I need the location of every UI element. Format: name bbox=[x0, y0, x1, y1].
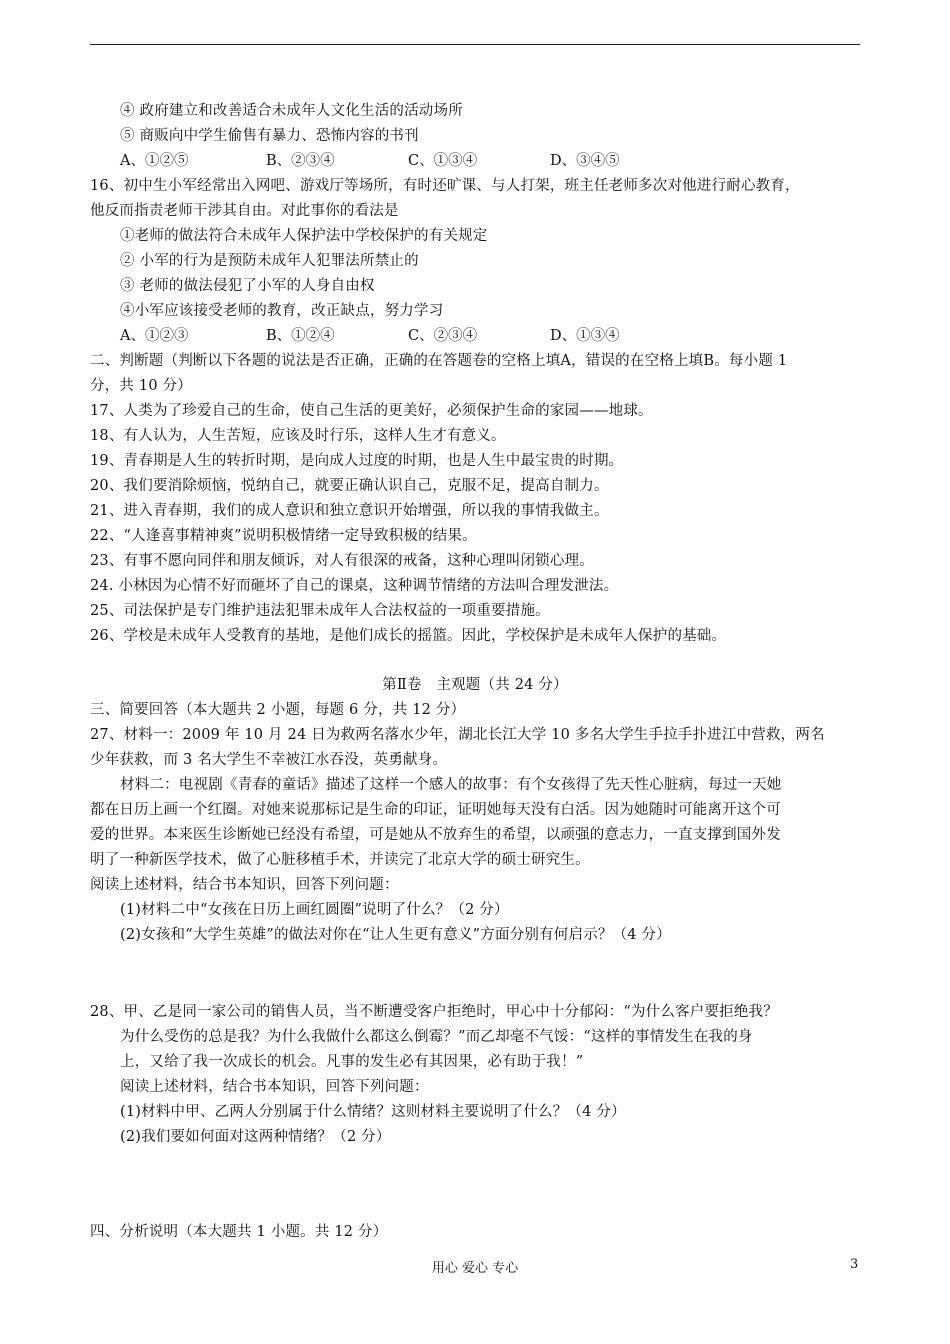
section2-header-line2: 分，共 10 分） bbox=[90, 378, 192, 394]
q16-option-d: D、①③④ bbox=[550, 328, 620, 344]
q27-material2-line3: 爱的世界。本来医生诊断她已经没有希望，可是她从不放弃生的希望，以顽强的意志力，一直支撑到国外发 bbox=[90, 827, 781, 843]
q15-option-b: B、②③④ bbox=[266, 153, 335, 169]
q27-material2-line4: 明了一种新医学技术，做了心脏移植手术，并读完了北京大学的硕士研究生。 bbox=[90, 852, 590, 868]
judgement-item: 22、“人逢喜事精神爽”说明积极情绪一定导致积极的结果。 bbox=[90, 528, 477, 544]
q28-line1: 28、甲、乙是同一家公司的销售人员，当不断遭受客户拒绝时，甲心中十分郁闷：“为什么客户要拒绝我？ bbox=[90, 1004, 778, 1020]
q28-sub2: (2)我们要如何面对这两种情绪？（2 分） bbox=[120, 1129, 391, 1145]
q28-line2: 为什么受伤的总是我？为什么我做什么都这么倒霉？”而乙却毫不气馁：“这样的事情发生在我的身 bbox=[120, 1029, 753, 1045]
q16-item: ①老师的做法符合未成年人保护法中学校保护的有关规定 bbox=[120, 228, 488, 244]
q16-item: ② 小军的行为是预防未成年人犯罪法所禁止的 bbox=[120, 253, 419, 269]
q16-option-a: A、①②③ bbox=[120, 328, 189, 344]
q16-item: ④小军应该接受老师的教育，改正缺点，努力学习 bbox=[120, 303, 444, 319]
section3-header: 三、简要回答（本大题共 2 小题，每题 6 分，共 12 分） bbox=[90, 702, 466, 718]
q27-material1-line1: 27、材料一：2009 年 10 月 24 日为救两名落水少年，湖北长江大学 10 多名大学生手拉手扑进江中营救，两名 bbox=[90, 727, 825, 743]
q28-prompt: 阅读上述材料，结合书本知识，回答下列问题： bbox=[120, 1079, 429, 1095]
q27-sub1: (1)材料二中“女孩在日历上画红圆圈”说明了什么？（2 分） bbox=[120, 902, 509, 918]
q28-sub1: (1)材料中甲、乙两人分别属于什么情绪？这则材料主要说明了什么？（4 分） bbox=[120, 1104, 626, 1120]
judgement-item: 26、学校是未成年人受教育的基地，是他们成长的摇篮。因此，学校保护是未成年人保护的基础。 bbox=[90, 628, 727, 644]
q27-material1-line2: 少年获救，而 3 名大学生不幸被江水吞没，英勇献身。 bbox=[90, 752, 448, 768]
q27-material2-line1: 材料二：电视剧《青春的童话》描述了这样一个感人的故事：有个女孩得了先天性心脏病，每过一天她 bbox=[120, 777, 782, 793]
judgement-item: 21、进入青春期，我们的成人意识和独立意识开始增强，所以我的事情我做主。 bbox=[90, 503, 609, 519]
q27-material2-line2: 都在日历上画一个红圈。对她来说那标记是生命的印证，证明她每天没有白活。因为她随时可能离开这个可 bbox=[90, 802, 781, 818]
judgement-item: 18、有人认为，人生苦短，应该及时行乐，这样人生才有意义。 bbox=[90, 428, 506, 444]
q15-option-c: C、①③④ bbox=[408, 153, 478, 169]
judgement-item: 19、青春期是人生的转折时期，是向成人过度的时期，也是人生中最宝贵的时期。 bbox=[90, 453, 624, 469]
footer-text: 用心 爱心 专心 bbox=[431, 1261, 519, 1276]
q16-stem-line1: 16、初中生小军经常出入网吧、游戏厅等场所，有时还旷课、与人打架，班主任老师多次对他进行耐心教育， bbox=[90, 178, 800, 194]
judgement-item: 23、有事不愿向同伴和朋友倾诉，对人有很深的戒备，这种心理叫闭锁心理。 bbox=[90, 553, 594, 569]
q15-option-a: A、①②⑤ bbox=[120, 153, 189, 169]
q16-option-b: B、①②④ bbox=[266, 328, 335, 344]
section4-header: 四、分析说明（本大题共 1 小题。共 12 分） bbox=[90, 1224, 388, 1240]
section2-header-line1: 二、判断题（判断以下各题的说法是否正确，正确的在答题卷的空格上填A，错误的在空格上填B。每小题 1 bbox=[90, 353, 788, 369]
q15-option-d: D、③④⑤ bbox=[550, 153, 620, 169]
judgement-item: 24. 小林因为心情不好而砸坏了自己的课桌，这种调节情绪的方法叫合理发泄法。 bbox=[90, 578, 619, 594]
judgement-item: 17、人类为了珍爱自己的生命，使自己生活的更美好，必须保护生命的家园——地球。 bbox=[90, 403, 653, 419]
q27-prompt: 阅读上述材料，结合书本知识，回答下列问题： bbox=[90, 877, 399, 893]
q16-item: ③ 老师的做法侵犯了小军的人身自由权 bbox=[120, 278, 375, 294]
header-rule bbox=[90, 44, 860, 45]
q15-item5: ⑤ 商贩向中学生偷售有暴力、恐怖内容的书刊 bbox=[120, 128, 419, 144]
judgement-item: 25、司法保护是专门维护违法犯罪未成年人合法权益的一项重要措施。 bbox=[90, 603, 550, 619]
q15-item4: ④ 政府建立和改善适合未成年人文化生活的活动场所 bbox=[120, 103, 463, 119]
q28-line3: 上，又给了我一次成长的机会。凡事的发生必有其因果，必有助于我！” bbox=[120, 1054, 584, 1070]
judgement-item: 20、我们要消除烦恼，悦纳自己，就要正确认识自己，克服不足，提高自制力。 bbox=[90, 478, 609, 494]
q16-stem-line2: 他反而指责老师干涉其自由。对此事你的看法是 bbox=[90, 203, 399, 219]
q27-sub2: (2)女孩和“大学生英雄”的做法对你在“让人生更有意义”方面分别有何启示？（4 分） bbox=[120, 927, 671, 943]
part2-title: 第Ⅱ卷 主观题（共 24 分） bbox=[382, 677, 568, 693]
page-number: 3 bbox=[850, 1257, 859, 1272]
q16-option-c: C、②③④ bbox=[408, 328, 478, 344]
